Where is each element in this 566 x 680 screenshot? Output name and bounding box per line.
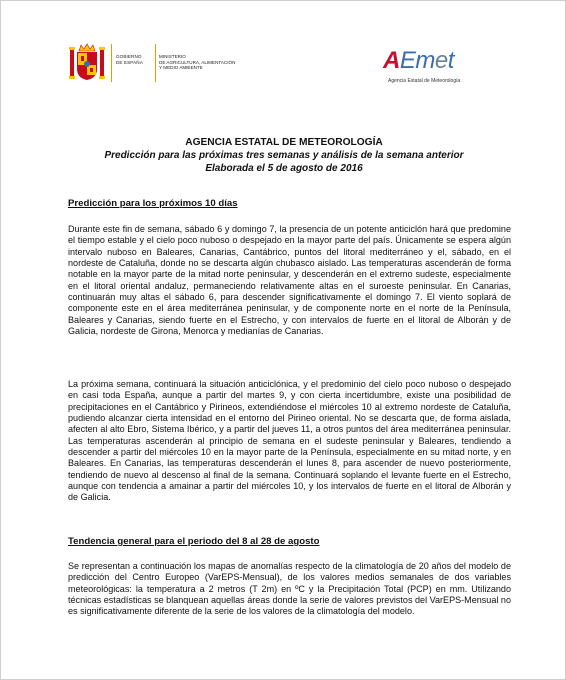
document-subtitle: Predicción para las próximas tres semanas y análisis de la semana anterior (104, 150, 464, 161)
government-logo (67, 42, 257, 88)
ministry-line-2: DE AGRICULTURA, ALIMENTACIÓN (159, 59, 236, 65)
coat-of-arms-icon (67, 42, 107, 82)
aemet-wordmark-icon: AEmet (383, 47, 454, 74)
aemet-subtitle: Agencia Estatal de Meteorología (388, 78, 461, 84)
ministry-line-3: Y MEDIO AMBIENTE (159, 65, 203, 71)
ministry-line-1: MINISTERIO (159, 54, 186, 59)
paragraph-next-week-forecast: La próxima semana, continuará la situación anticiclónica, y el predominio del cielo poco nuboso o despejado en casi toda España, aunque a partir del martes 9, y con cierta incertidumbre, existe una posibilidad de precipitaciones en el Cantábrico y Pirineos, extendiéndose el miércoles 10 al extremo nordeste de Cataluña, pudiendo alcanzar cierta intensidad en el entorno del Pirineo oriental. No se descarta que, de forma aislada, afecten al alto Ebro, Sistema Ibérico, y a partir del jueves 11, a otros puntos del área mediterránea peninsular. Las temperaturas ascenderán al principio de semana en el sudeste peninsular y Baleares, tendiendo a descender a partir del miércoles 10 en la mayor parte de la Península, especialmente en su mitad norte, y en Baleares. En Canarias, las temperaturas descenderán el lunes 8, para ascender de nuevo posteriormente, tendiendo de nuevo al descenso al final de la semana. Continuará soplando el levante fuerte en el Estrecho, aunque con tendencia a amainar a partir del miércoles 10, y los intervalos de fuerte en el litoral de Alborán y de Galicia. (68, 379, 511, 503)
agency-title: AGENCIA ESTATAL DE METEOROLOGÍA (185, 137, 383, 148)
paragraph-weekend-forecast: Durante este fin de semana, sábado 6 y domingo 7, la presencia de un potente anticiclón hará que predomine el tiempo estable y el cielo poco nuboso o despejado en la mayor parte del país. Únicamente se espera algún intervalo nuboso en Baleares, Canarias, Cantábrico, puntos del litoral mediterráneo y el, sábado, en el nordeste de Cataluña, donde no se descarta algún chubasco aislado. Las temperaturas ascenderán de forma notable en la mayor parte de la mitad norte peninsular, y descenderán en el extremo sudeste, especialmente en el litoral oriental andaluz, permaneciendo relativamente altas en el suroeste peninsular. En Canarias, continuarán muy altas el sábado 6, para descender significativamente el domingo 7. El viento soplará de componente este en el área mediterránea peninsular, y de componente norte en el norte de la Península, Baleares y Canarias, siendo fuerte en el Estrecho, y con intervalos de fuerte en el litoral de Alborán y de Galicia, nordeste de Girona, Menorca y medianías de Canarias. (68, 224, 511, 337)
aemet-logo (383, 49, 483, 89)
government-name (116, 54, 143, 65)
gov-line-1: GOBIERNO (116, 54, 142, 59)
paragraph-anomaly-maps: Se representan a continuación los mapas de anomalías respecto de la climatología de 20 años del modelo de predicción del Centro Europeo (VarEPS-Mensual), de los valores medios semanales de dos variables meteorológicas: la temperatura a 2 metros (T 2m) en ºC y la Precipitación Total (PCP) en mm. Utilizando técnicas estadísticas se blanquean aquellas áreas donde la serie de valores previstos del VarEPS-Mensual no es significativamente diferente de la serie de los valores de la climatología del modelo. (68, 561, 511, 617)
section-title-general-trend: Tendencia general para el periodo del 8 al 28 de agosto (68, 536, 320, 547)
document-header (1, 136, 566, 175)
logo-divider (155, 44, 156, 82)
ministry-name (159, 54, 235, 71)
section-title-10-day-forecast: Predicción para los próximos 10 días (68, 198, 238, 209)
document-date: Elaborada el 5 de agosto de 2016 (205, 163, 363, 174)
logo-divider (111, 44, 112, 82)
gov-line-2: DE ESPAÑA (116, 59, 143, 65)
